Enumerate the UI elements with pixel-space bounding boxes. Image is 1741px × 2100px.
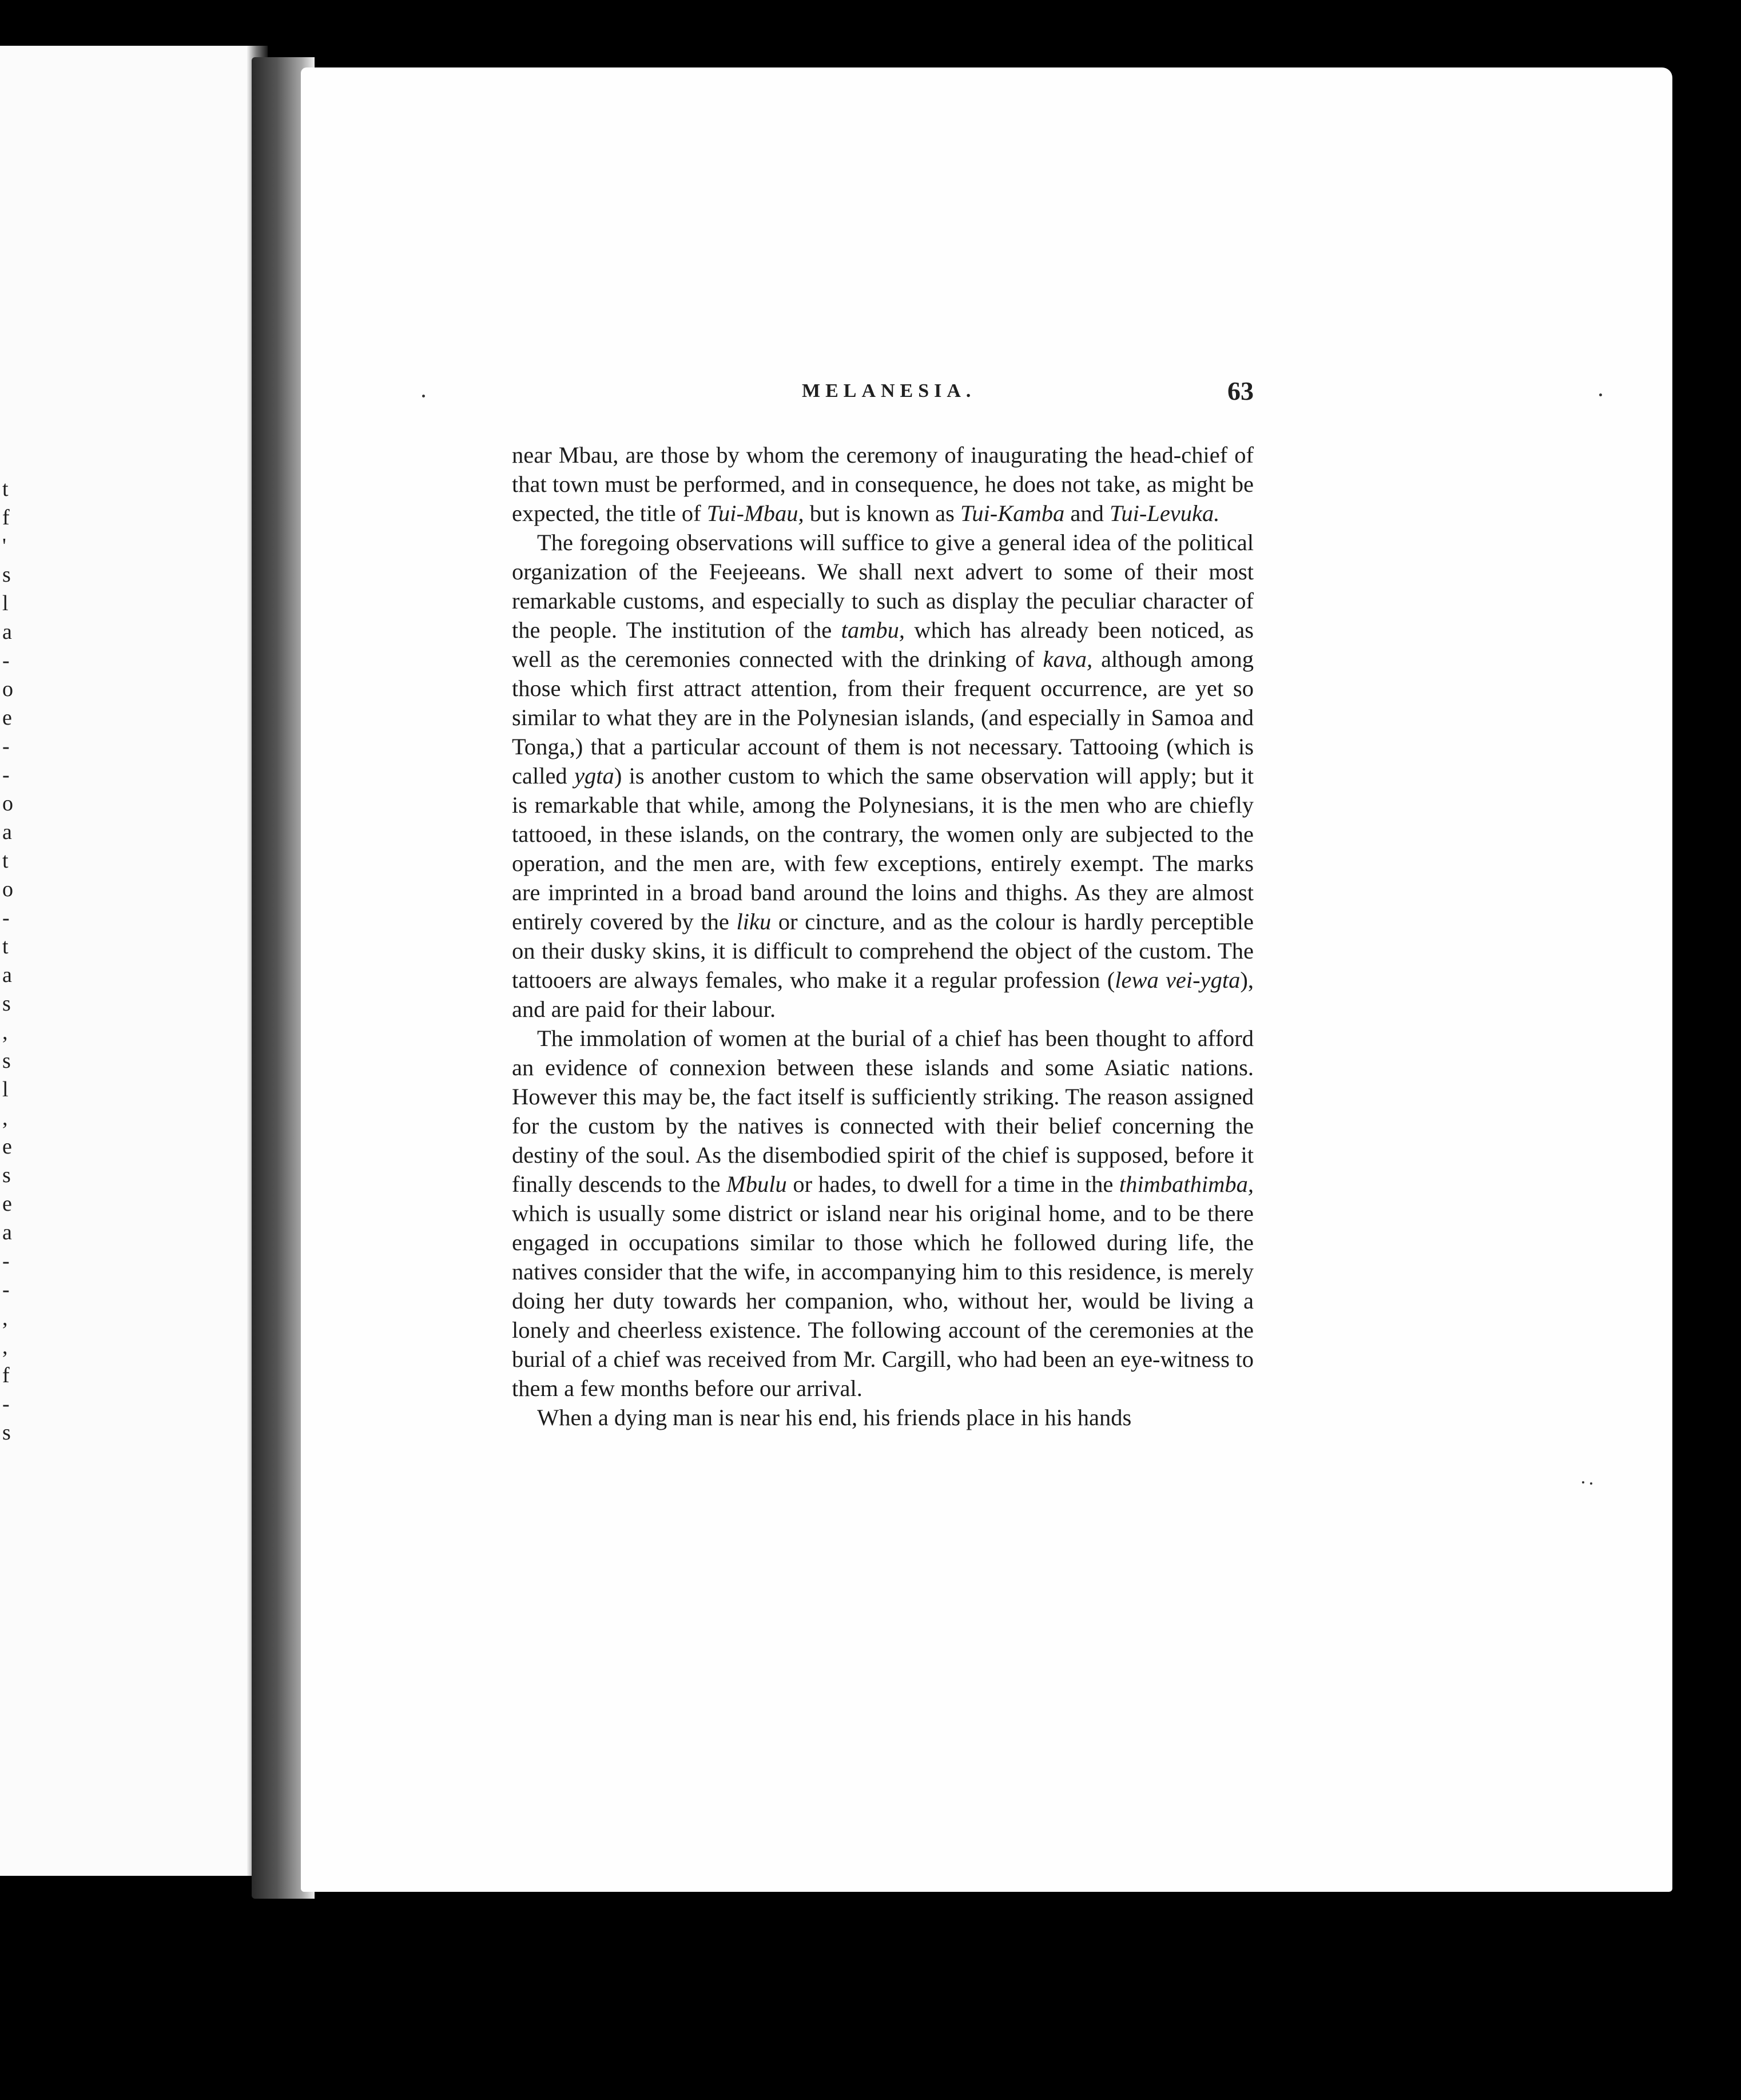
previous-page-char: o xyxy=(2,792,13,816)
previous-page-char: - xyxy=(2,734,10,758)
previous-page-char: f xyxy=(2,506,10,530)
paragraph xyxy=(512,1024,1254,1403)
previous-page-text-fragments xyxy=(2,475,14,1447)
previous-page-char: - xyxy=(2,649,10,673)
speck xyxy=(422,395,425,397)
previous-page-char: , xyxy=(2,1335,8,1359)
speck xyxy=(1582,1481,1584,1483)
italic-term: Tui-Kamba xyxy=(960,500,1065,526)
italic-term: kava, xyxy=(1043,646,1093,672)
paragraph xyxy=(512,528,1254,1024)
text-run: ) is another custom to which the same observation will apply; but it is remarkable that while, among the Polynesians, it is the men who are chiefly tattooed, in these islands, on the contrary, the women only are subjected to the operation, and the men are, with few exceptions, entirely exempt. The marks are imprinted in a broad band around the loins and thighs. As they are almost entirely covered by the xyxy=(512,763,1254,934)
previous-page-char: s xyxy=(2,563,11,587)
running-title: MELANESIA. xyxy=(802,380,976,401)
previous-page-char: , xyxy=(2,1020,8,1044)
text-run: or cincture, and as the colour is hardly perceptible on their dusky skins, it is difficult to comprehend the object of the custom. The tattooers are always females, who make it a regular profession ( xyxy=(512,909,1254,993)
text-run: or hades, to dwell for a time in the xyxy=(786,1171,1119,1197)
italic-term: lewa vei-ygta xyxy=(1115,967,1241,993)
italic-term: Tui-Mbau, xyxy=(706,500,804,526)
previous-page-char: - xyxy=(2,763,10,787)
previous-page-char: a xyxy=(2,820,12,844)
page-number: 63 xyxy=(1227,376,1254,405)
previous-page-char: o xyxy=(2,677,13,701)
page-body-text xyxy=(512,440,1254,1432)
previous-page-char: a xyxy=(2,963,12,987)
previous-page-char: a xyxy=(2,1220,12,1244)
previous-page-char: - xyxy=(2,1278,10,1302)
previous-page-char: e xyxy=(2,1192,12,1216)
italic-term: thimbathimba, xyxy=(1119,1171,1254,1197)
previous-page-char: s xyxy=(2,1421,11,1445)
italic-term: Tui-Levuka. xyxy=(1110,500,1220,526)
text-run: ), and are paid for their labour. xyxy=(512,967,1254,1022)
previous-page-char: s xyxy=(2,1163,11,1187)
previous-page-char: l xyxy=(2,591,9,615)
italic-term: Mbulu xyxy=(726,1171,787,1197)
previous-page-char: - xyxy=(2,906,10,930)
text-run: which is usually some district or island near his original home, and to be there engaged in occupations similar to those which he followed during life, the natives consider that the wife, in accompanying him to this residence, is merely doing her duty towards her companion, who, without her, would be living a lonely and cheerless existence. The following account of the ceremonies at the burial of a chief was received from Mr. Cargill, who had been an eye-witness to them a few months before our arrival. xyxy=(512,1200,1254,1401)
text-run: When a dying man is near his end, his friends place in his hands xyxy=(537,1405,1132,1430)
previous-page-edge xyxy=(0,46,252,1876)
speck xyxy=(1590,1482,1592,1485)
previous-page-char: o xyxy=(2,877,13,901)
previous-page-char: , xyxy=(2,1306,8,1330)
previous-page-char: t xyxy=(2,849,9,873)
previous-page-char: a xyxy=(2,620,12,644)
previous-page-char: l xyxy=(2,1077,9,1101)
previous-page-char: e xyxy=(2,1135,12,1159)
paragraph xyxy=(512,1403,1254,1432)
text-run: near Mbau, are those by whom the ceremony of inaugurating the head-chief of that town must be performed, and in consequence, he does not take, as might be expected, the title of xyxy=(512,442,1254,526)
italic-term: ygta xyxy=(574,763,614,789)
text-run: which has already been noticed, as well as the ceremonies connected with the drinking of xyxy=(512,617,1254,672)
speck xyxy=(1599,393,1602,396)
previous-page-char: f xyxy=(2,1363,10,1387)
page-header xyxy=(522,376,1254,420)
previous-page-char: e xyxy=(2,706,12,730)
previous-page-char: s xyxy=(2,992,11,1016)
previous-page-char: , xyxy=(2,1106,8,1130)
previous-page-char: ' xyxy=(2,534,6,558)
previous-page-char: s xyxy=(2,1049,11,1073)
paragraph xyxy=(512,440,1254,528)
previous-page-char: - xyxy=(2,1392,10,1416)
text-run: The immolation of women at the burial of a chief has been thought to afford an evidence of connexion between these islands and some Asiatic nations. However this may be, the fact itself is sufficiently striking. The reason assigned for the custom by the natives is connected with their belief concerning the destiny of the soul. As the disembodied spirit of the chief is supposed, before it finally descends to the xyxy=(512,1025,1254,1197)
previous-page-char: t xyxy=(2,934,9,958)
italic-term: liku xyxy=(736,909,772,934)
text-run: but is known as xyxy=(804,500,960,526)
text-run: and xyxy=(1064,500,1110,526)
text-run: although among those which first attract attention, from their frequent occurrence, are yet so similar to what they are in the Polynesian islands, (and especially in Samoa and Tonga,) that a particular account of them is not necessary. Tattooing (which is called xyxy=(512,646,1254,789)
previous-page-char: - xyxy=(2,1249,10,1273)
previous-page-char: t xyxy=(2,477,9,501)
text-run: The foregoing observations will suffice to give a general idea of the political organization of the Feejeeans. We shall next advert to some of their most remarkable customs, and especially to such as display the peculiar character of the people. The institution of the xyxy=(512,530,1254,643)
italic-term: tambu, xyxy=(841,617,905,643)
